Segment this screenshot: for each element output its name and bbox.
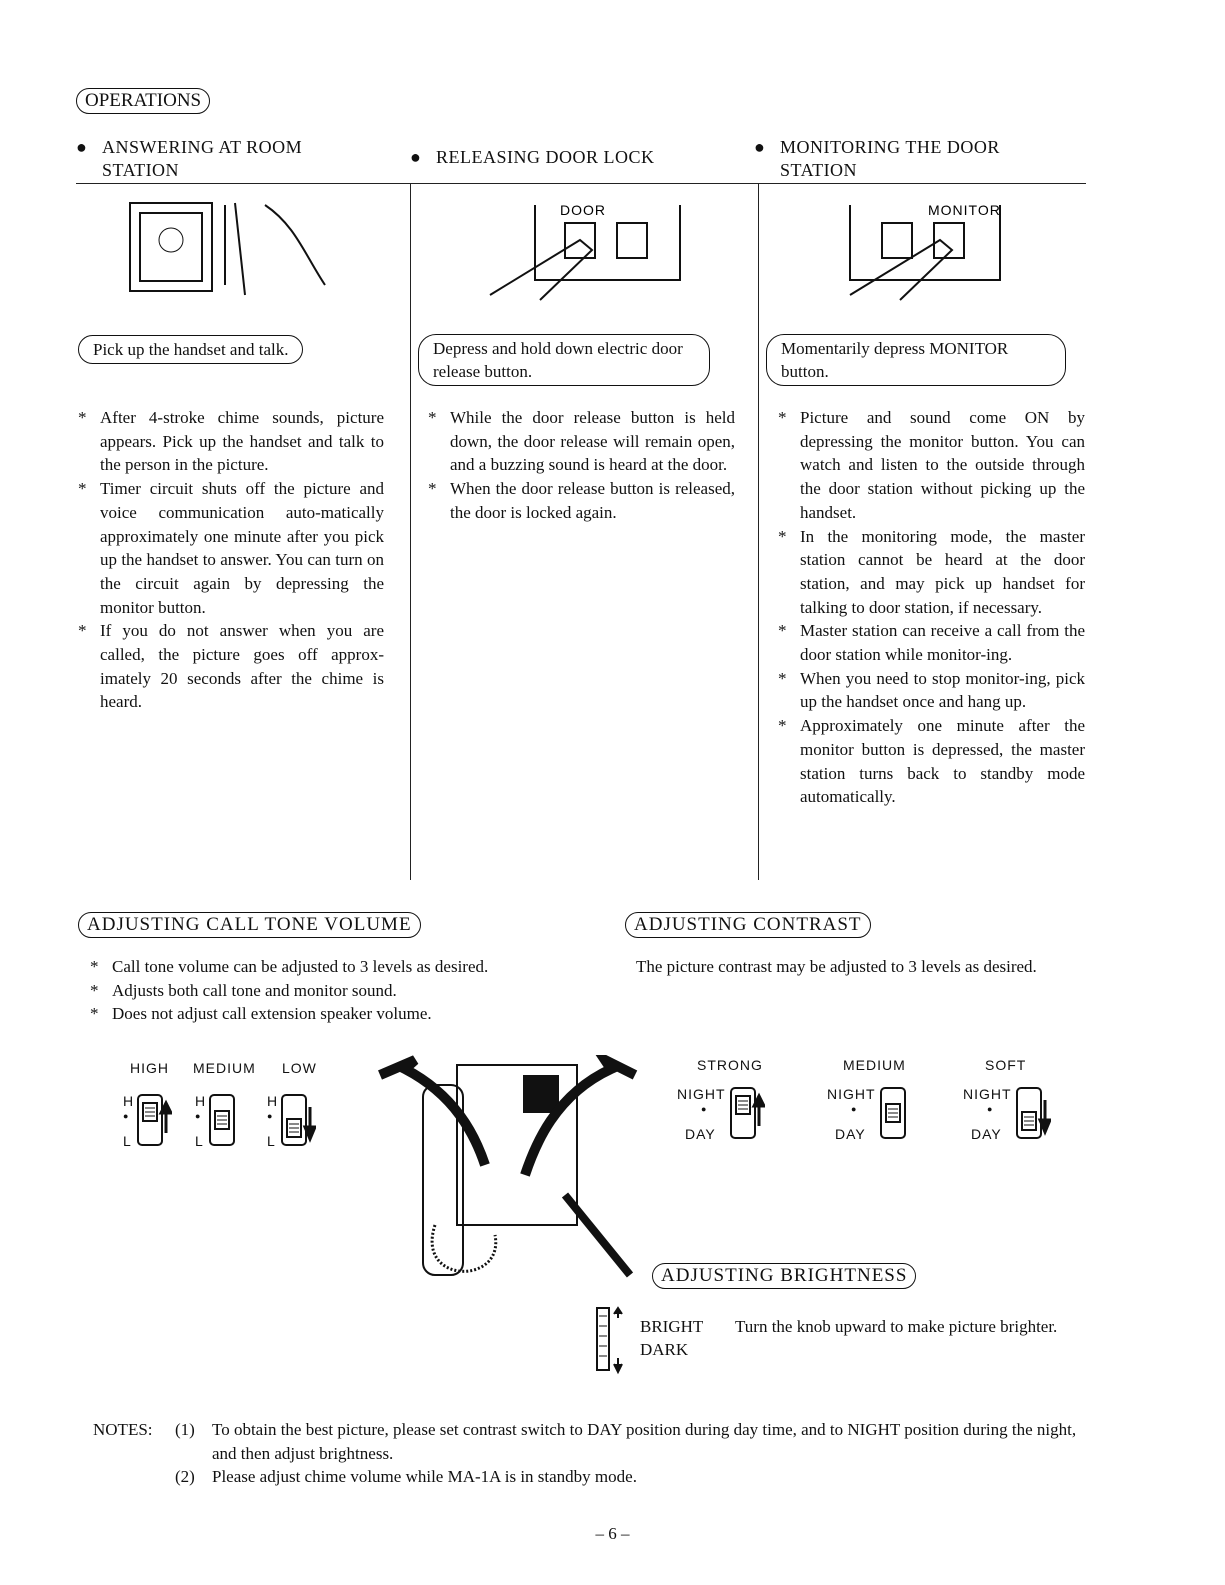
brightness-knob-icon — [594, 1306, 634, 1376]
switch-top-label: H — [123, 1093, 135, 1109]
switch-top-label: NIGHT — [963, 1086, 1012, 1102]
note-item: * While the door release button is held down, the door release will remain open, and a buzzing sound is heard at the door. — [428, 406, 735, 477]
divider — [410, 183, 411, 880]
contrast-title: ADJUSTING CONTRAST — [625, 912, 871, 938]
note-item: * Timer circuit shuts off the picture and voice communication auto-matically approximately one minute after you pick up the handset to answer. You can turn on the circuit again by depressing the monitor button. — [78, 477, 384, 619]
volume-notes — [90, 955, 570, 1026]
svg-text:MONITOR: MONITOR — [928, 202, 1001, 218]
brightness-text: Turn the knob upward to make picture brighter. — [735, 1317, 1058, 1336]
dark-label: DARK — [640, 1340, 689, 1359]
dot-icon: ● — [267, 1111, 274, 1121]
intercom-unit-illustration — [375, 1055, 645, 1295]
bright-label: BRIGHT — [640, 1317, 704, 1336]
svg-text:DOOR: DOOR — [560, 202, 606, 218]
releasing-notes — [428, 406, 735, 525]
switch-bottom-label: L — [267, 1133, 276, 1149]
note-item: * Picture and sound come ON by depressing the monitor button. You can watch and listen to the outside through the door station without picking up the handset. — [778, 406, 1085, 525]
divider — [76, 183, 1086, 184]
contrast-level-strong: STRONG — [697, 1057, 763, 1073]
note-item: * When you need to stop monitor-ing, pick up the handset once and hang up. — [778, 667, 1085, 714]
switch-icon — [729, 1086, 765, 1142]
note-item: * Master station can receive a call from the door station while monitor-ing. — [778, 619, 1085, 666]
volume-level-medium: MEDIUM — [193, 1060, 256, 1076]
brightness-title: ADJUSTING BRIGHTNESS — [652, 1263, 916, 1289]
notes-label: NOTES: — [93, 1420, 153, 1439]
dot-icon: ● — [195, 1111, 202, 1121]
dot-icon: ● — [701, 1104, 708, 1114]
switch-icon — [208, 1093, 244, 1149]
switch-top-label: H — [267, 1093, 279, 1109]
monitor-button-illustration — [840, 195, 1020, 310]
door-button-illustration — [480, 195, 700, 310]
note-item: * Adjusts both call tone and monitor sound. — [90, 979, 570, 1003]
switch-bottom-label: L — [195, 1133, 204, 1149]
switch-top-label: NIGHT — [827, 1086, 876, 1102]
switch-top-label: NIGHT — [677, 1086, 726, 1102]
operations-title: OPERATIONS — [76, 88, 210, 114]
note-number: (1) — [175, 1420, 195, 1439]
caption-answering: Pick up the handset and talk. — [78, 335, 303, 364]
heading-releasing: ● RELEASING DOOR LOCK — [410, 147, 655, 167]
contrast-level-soft: SOFT — [985, 1057, 1027, 1073]
switch-icon — [1015, 1086, 1051, 1142]
switch-icon — [136, 1093, 172, 1149]
switch-icon — [280, 1093, 316, 1149]
note-item: * When the door release button is released, the door is locked again. — [428, 477, 735, 524]
switch-top-label: H — [195, 1093, 207, 1109]
page-number: – 6 – — [595, 1524, 630, 1543]
note-item: * In the monitoring mode, the master station cannot be heard at the door station, and may pick up handset for talking to door station, if necessary. — [778, 525, 1085, 620]
note-number: (2) — [175, 1467, 195, 1486]
switch-bottom-label: L — [123, 1133, 132, 1149]
note-text: To obtain the best picture, please set contrast switch to DAY position during day time, and to NIGHT position during the night, and then adjust brightness. — [212, 1420, 1077, 1463]
dot-icon: ● — [851, 1104, 858, 1114]
contrast-level-medium: MEDIUM — [843, 1057, 906, 1073]
dot-icon: ● — [123, 1111, 130, 1121]
switch-bottom-label: DAY — [971, 1126, 1002, 1142]
note-item: * If you do not answer when you are called, the picture goes off approx-imately 20 seconds after the chime is heard. — [78, 619, 384, 714]
switch-icon — [879, 1086, 915, 1142]
caption-monitoring: Momentarily depress MONITOR button. — [766, 334, 1066, 386]
contrast-text: The picture contrast may be adjusted to 3 levels as desired. — [636, 957, 1037, 976]
monitoring-notes — [778, 406, 1085, 809]
switch-bottom-label: DAY — [835, 1126, 866, 1142]
volume-level-high: HIGH — [130, 1060, 169, 1076]
divider — [758, 183, 759, 880]
note-item: * Does not adjust call extension speaker volume. — [90, 1002, 570, 1026]
volume-level-low: LOW — [282, 1060, 317, 1076]
switch-bottom-label: DAY — [685, 1126, 716, 1142]
answering-notes — [78, 406, 384, 714]
heading-answering: ● ANSWERING AT ROOM STATION — [76, 137, 303, 180]
note-item: * After 4-stroke chime sounds, picture appears. Pick up the handset and talk to the person in the picture. — [78, 406, 384, 477]
note-text: Please adjust chime volume while MA-1A is in standby mode. — [212, 1467, 637, 1486]
caption-releasing: Depress and hold down electric door release button. — [418, 334, 710, 386]
handset-illustration — [125, 195, 345, 305]
note-item: * Call tone volume can be adjusted to 3 levels as desired. — [90, 955, 570, 979]
note-item: * Approximately one minute after the monitor button is depressed, the master station turns back to standby mode automatically. — [778, 714, 1085, 809]
heading-monitoring: ● MONITORING THE DOOR STATION — [754, 137, 1000, 180]
volume-title: ADJUSTING CALL TONE VOLUME — [78, 912, 421, 938]
dot-icon: ● — [987, 1104, 994, 1114]
